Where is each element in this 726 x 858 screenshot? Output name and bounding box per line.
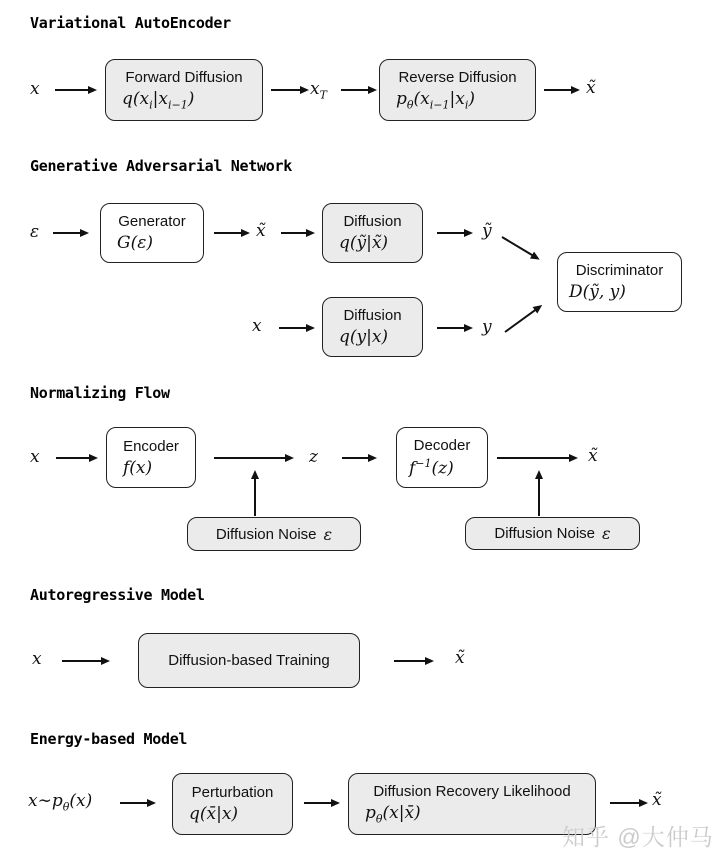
box-title: Encoder [123,437,179,455]
label-x-tilde-gan: x̃ [256,221,266,241]
label-x-tilde-vae: x̃ [586,78,596,98]
box-math: G(ε) [117,233,153,253]
diffusion-recovery-box [348,773,596,835]
box-math: $q(x_i|x_{i-1})$ [122,88,195,112]
box-title: Diffusion Noise [494,525,595,542]
arrow-right-icon [279,327,307,329]
arrow-right-icon [281,232,307,234]
arrow-right-icon [56,457,90,459]
section-heading-nf: Normalizing Flow [30,384,170,402]
box-title: Diffusion Noise [215,525,317,543]
arrow-right-icon [120,802,148,804]
arrow-diagonal-up-icon [504,309,536,333]
arrow-right-icon [544,89,572,91]
box-math: q(x̄|x) [189,804,239,824]
perturbation-box [172,773,293,835]
box-title: Diffusion-based Training [168,652,330,669]
arrow-right-icon [62,660,102,662]
box-title: Perturbation [191,784,274,801]
label-x-tilde-ebm: x̃ [652,790,662,810]
label-epsilon-gan: ε [30,222,40,242]
diffusion-noise-left-box [187,517,361,551]
generator-box [100,203,204,263]
box-math: ε [323,524,333,544]
label-x-gan: x [252,316,262,336]
arrow-right-icon [341,89,369,91]
arrow-right-icon [437,232,465,234]
box-math: $p_\theta(x_{i-1}|x_i)$ [396,88,475,112]
label-x-t: $x_T$ [310,79,327,102]
section-heading-ar: Autoregressive Model [30,586,205,604]
arrow-right-icon [342,457,369,459]
label-x-sim-p-theta: $x\sim p_\theta(x)$ [28,791,93,814]
reverse-diffusion-box [379,59,536,121]
arrow-right-icon [437,327,465,329]
diffusion-noise-right-box [465,517,640,550]
arrow-up-icon [538,478,540,516]
arrow-right-icon [271,89,301,91]
box-math: q(y|x) [339,327,389,347]
box-title: Forward Diffusion [125,68,243,86]
label-x-vae: x [30,79,40,99]
box-title: Diffusion [343,213,402,230]
arrow-right-icon [394,660,426,662]
box-title: Discriminator [575,262,664,279]
diffusion-top-box [322,203,423,263]
arrow-right-icon [304,802,332,804]
zhihu-watermark: 知乎 @大仲马 [562,824,714,850]
decoder-box [396,427,488,488]
box-math: q(ỹ|x̃) [339,233,389,253]
diffusion-bottom-box [322,297,423,357]
label-x-tilde-nf: x̃ [588,446,598,466]
encoder-box [106,427,196,488]
arrow-right-icon [497,457,570,459]
label-z: z [309,447,318,467]
box-title: Reverse Diffusion [398,68,517,86]
box-math: f(x) [123,457,153,478]
diffusion-training-box [138,633,360,688]
section-heading-gan: Generative Adversarial Network [30,157,292,175]
box-title: Diffusion [343,307,402,324]
arrow-right-icon [610,802,640,804]
label-x-tilde-ar: x̃ [455,648,465,668]
box-math: D(ỹ, y) [569,282,626,302]
arrow-up-icon [254,478,256,516]
box-title: Diffusion Recovery Likelihood [373,782,571,800]
arrow-right-icon [214,457,286,459]
label-x-ar: x [32,649,42,669]
box-title: Generator [118,213,186,230]
arrow-right-icon [53,232,81,234]
forward-diffusion-box [105,59,263,121]
label-y-tilde: ỹ [482,221,492,241]
box-math: $p_\theta(x|x̄)$ [365,802,421,826]
arrow-right-icon [214,232,242,234]
discriminator-box [557,252,682,312]
box-title: Decoder [413,436,471,454]
label-x-nf: x [30,447,40,467]
arrow-diagonal-down-icon [501,236,533,256]
section-heading-ebm: Energy-based Model [30,730,188,748]
label-y: y [482,317,492,337]
arrow-right-icon [55,89,89,91]
section-heading-vae: Variational AutoEncoder [30,14,231,32]
box-math: $f^{-1}(z)$ [409,456,454,479]
box-math: ε [602,524,611,543]
